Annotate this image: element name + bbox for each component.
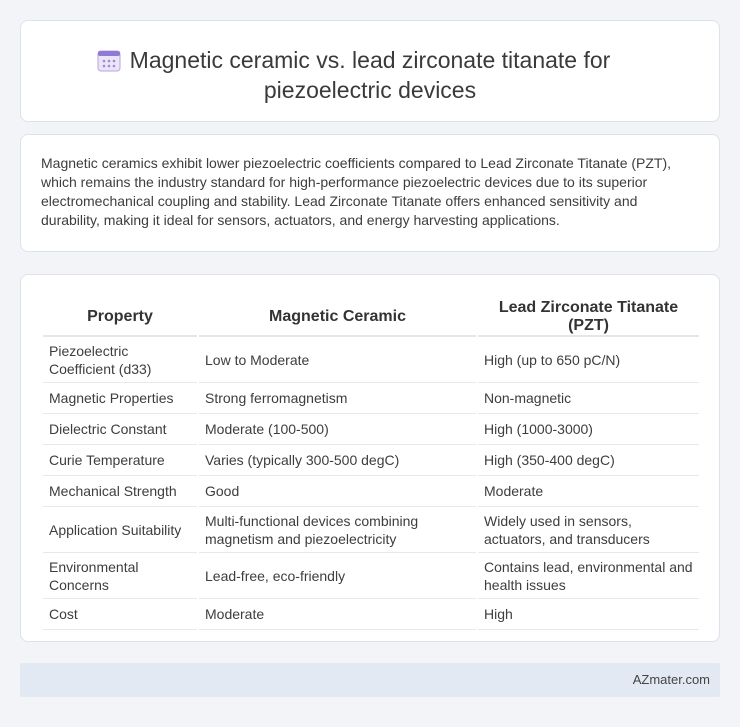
table-row — [43, 599, 699, 630]
cell-pzt: High — [478, 599, 699, 630]
table-row — [43, 445, 699, 476]
cell-property: Mechanical Strength — [43, 476, 197, 507]
header-pzt: Lead Zirconate Titanate (PZT) — [478, 295, 699, 337]
header-property: Property — [43, 295, 197, 337]
page-title — [21, 45, 719, 105]
comparison-table — [43, 295, 699, 630]
cell-pzt: Moderate — [478, 476, 699, 507]
cell-magnetic-ceramic: Multi-functional devices combining magnetism and piezoelectricity — [199, 507, 476, 553]
table-row — [43, 337, 699, 383]
table-row — [43, 414, 699, 445]
cell-pzt: High (up to 650 pC/N) — [478, 337, 699, 383]
cell-property: Application Suitability — [43, 507, 197, 553]
cell-property: Magnetic Properties — [43, 383, 197, 414]
cell-property: Environmental Concerns — [43, 553, 197, 599]
intro-paragraph: Magnetic ceramics exhibit lower piezoelectric coefficients compared to Lead Zirconate Titanate (PZT), which remains the industry standard for high-performance piezoelectric devices due to its superior electromechanical coupling and stability. Lead Zirconate Titanate offers enhanced sensitivity and durability, making it ideal for sensors, actuators, and energy harvesting applications. — [41, 155, 672, 228]
cell-magnetic-ceramic: Good — [199, 476, 476, 507]
comparison-card — [20, 274, 720, 642]
title-line-1: Magnetic ceramic vs. lead zirconate titanate for — [129, 47, 611, 73]
cell-magnetic-ceramic: Varies (typically 300-500 degC) — [199, 445, 476, 476]
table-header-row — [43, 295, 699, 337]
cell-property: Cost — [43, 599, 197, 630]
intro-card — [20, 134, 720, 252]
cell-magnetic-ceramic: Moderate (100-500) — [199, 414, 476, 445]
cell-pzt: Contains lead, environmental and health issues — [478, 553, 699, 599]
title-line-2: piezoelectric devices — [263, 77, 477, 103]
table-row — [43, 507, 699, 553]
calendar-icon — [97, 48, 121, 72]
table-row — [43, 476, 699, 507]
cell-property: Dielectric Constant — [43, 414, 197, 445]
table-row — [43, 383, 699, 414]
title-card — [20, 20, 720, 122]
cell-pzt: High (350-400 degC) — [478, 445, 699, 476]
cell-magnetic-ceramic: Strong ferromagnetism — [199, 383, 476, 414]
header-magnetic-ceramic: Magnetic Ceramic — [199, 295, 476, 337]
footer-brand[interactable]: AZmater.com — [632, 672, 710, 687]
cell-property: Curie Temperature — [43, 445, 197, 476]
cell-magnetic-ceramic: Low to Moderate — [199, 337, 476, 383]
cell-magnetic-ceramic: Moderate — [199, 599, 476, 630]
cell-magnetic-ceramic: Lead-free, eco-friendly — [199, 553, 476, 599]
cell-pzt: Non-magnetic — [478, 383, 699, 414]
cell-pzt: Widely used in sensors, actuators, and transducers — [478, 507, 699, 553]
table-row — [43, 553, 699, 599]
cell-pzt: High (1000-3000) — [478, 414, 699, 445]
cell-property: Piezoelectric Coefficient (d33) — [43, 337, 197, 383]
footer-bar — [20, 663, 720, 697]
